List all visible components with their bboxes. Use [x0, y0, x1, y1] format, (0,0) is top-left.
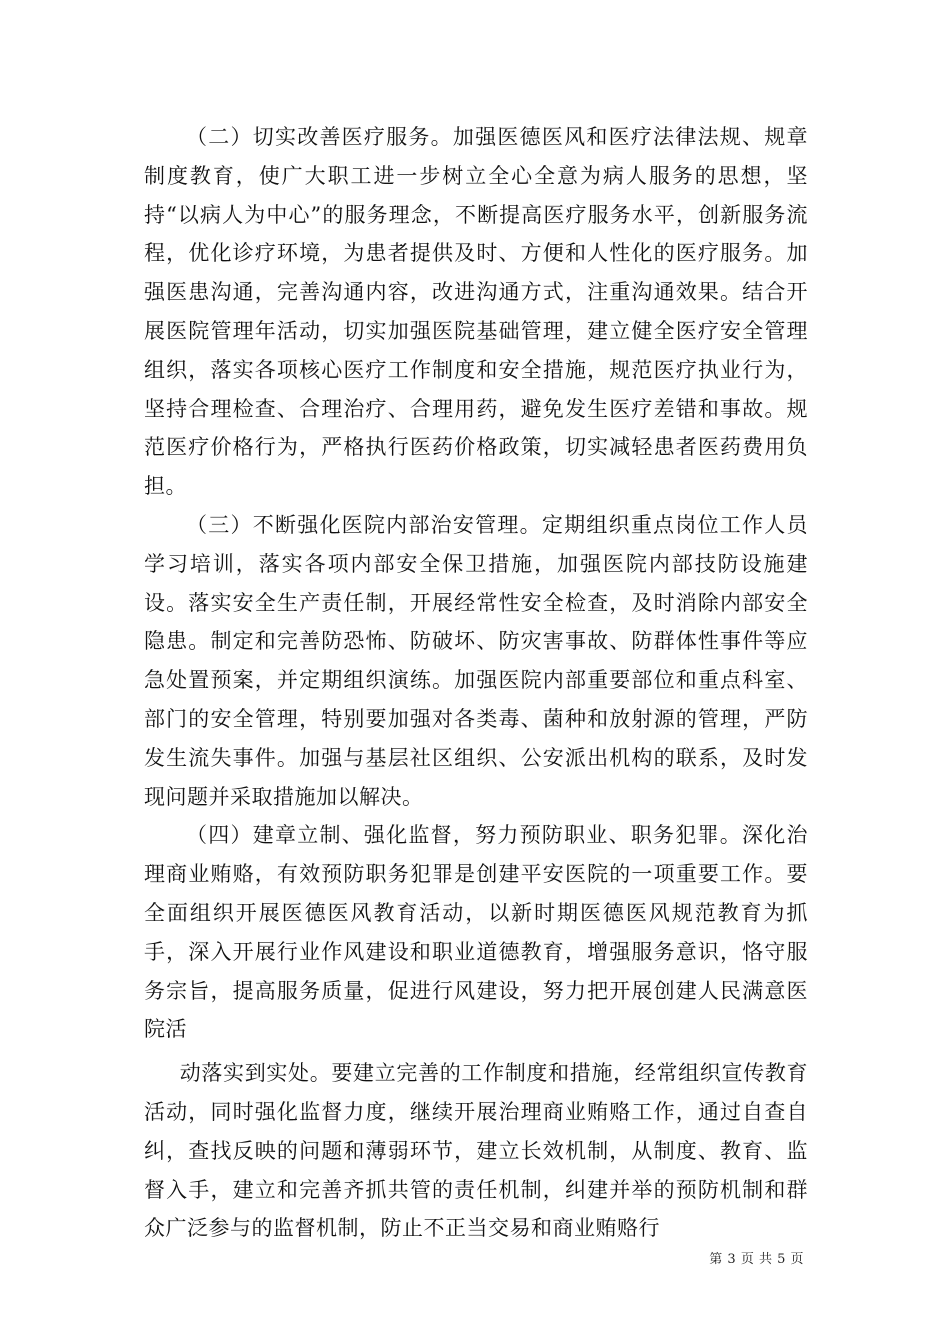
paragraph-security-management: （三）不断强化医院内部治安管理。定期组织重点岗位工作人员学习培训，落实各项内部安全保卫措施，加强医院内部技防设施建设。落实安全生产责任制，开展经常性安全检查，及时消除内部安全隐患。制定和完善防恐怖、防破坏、防灾害事故、防群体性事件等应急处置预案，并定期组织演练。加强医院内部重要部位和重点科室、部门的安全管理，特别要加强对各类毒、菌种和放射源的管理，严防发生流失事件。加强与基层社区组织、公安派出机构的联系，及时发现问题并采取措施加以解决。	[144, 512, 808, 809]
paragraph-crime-prevention: （四）建章立制、强化监督，努力预防职业、职务犯罪。深化治理商业贿赂，有效预防职务犯罪是创建平安医院的一项重要工作。要全面组织开展医德医风教育活动，以新时期医德医风规范教育为抓手，深入开展行业作风建设和职业道德教育，增强服务意识，恪守服务宗旨，提高服务质量，促进行风建设，努力把开展创建人民满意医院活	[144, 823, 808, 1042]
paragraph-service-improvement: （二）切实改善医疗服务。加强医德医风和医疗法律法规、规章制度教育，使广大职工进一步树立全心全意为病人服务的思想，坚持“以病人为中心”的服务理念，不断提高医疗服务水平，创新服务流程，优化诊疗环境，为患者提供及时、方便和人性化的医疗服务。加强医患沟通，完善沟通内容，改进沟通方式，注重沟通效果。结合开展医院管理年活动，切实加强医院基础管理，建立健全医疗安全管理组织，落实各项核心医疗工作制度和安全措施，规范医疗执业行为，坚持合理检查、合理治疗、合理用药，避免发生医疗差错和事故。规范医疗价格行为，严格执行医药价格政策，切实减轻患者医药费用负担。	[144, 125, 808, 499]
paragraph-crime-prevention-continued: 动落实到实处。要建立完善的工作制度和措施，经常组织宣传教育活动，同时强化监督力度，继续开展治理商业贿赂工作，通过自查自纠，查找反映的问题和薄弱环节，建立长效机制，从制度、教育、监督入手，建立和完善齐抓共管的责任机制，纠建并举的预防机制和群众广泛参与的监督机制，防止不正当交易和商业贿赂行	[144, 1061, 808, 1241]
page-number: 第 3 页 共 5 页	[709, 1252, 804, 1267]
document-body	[144, 118, 808, 1248]
